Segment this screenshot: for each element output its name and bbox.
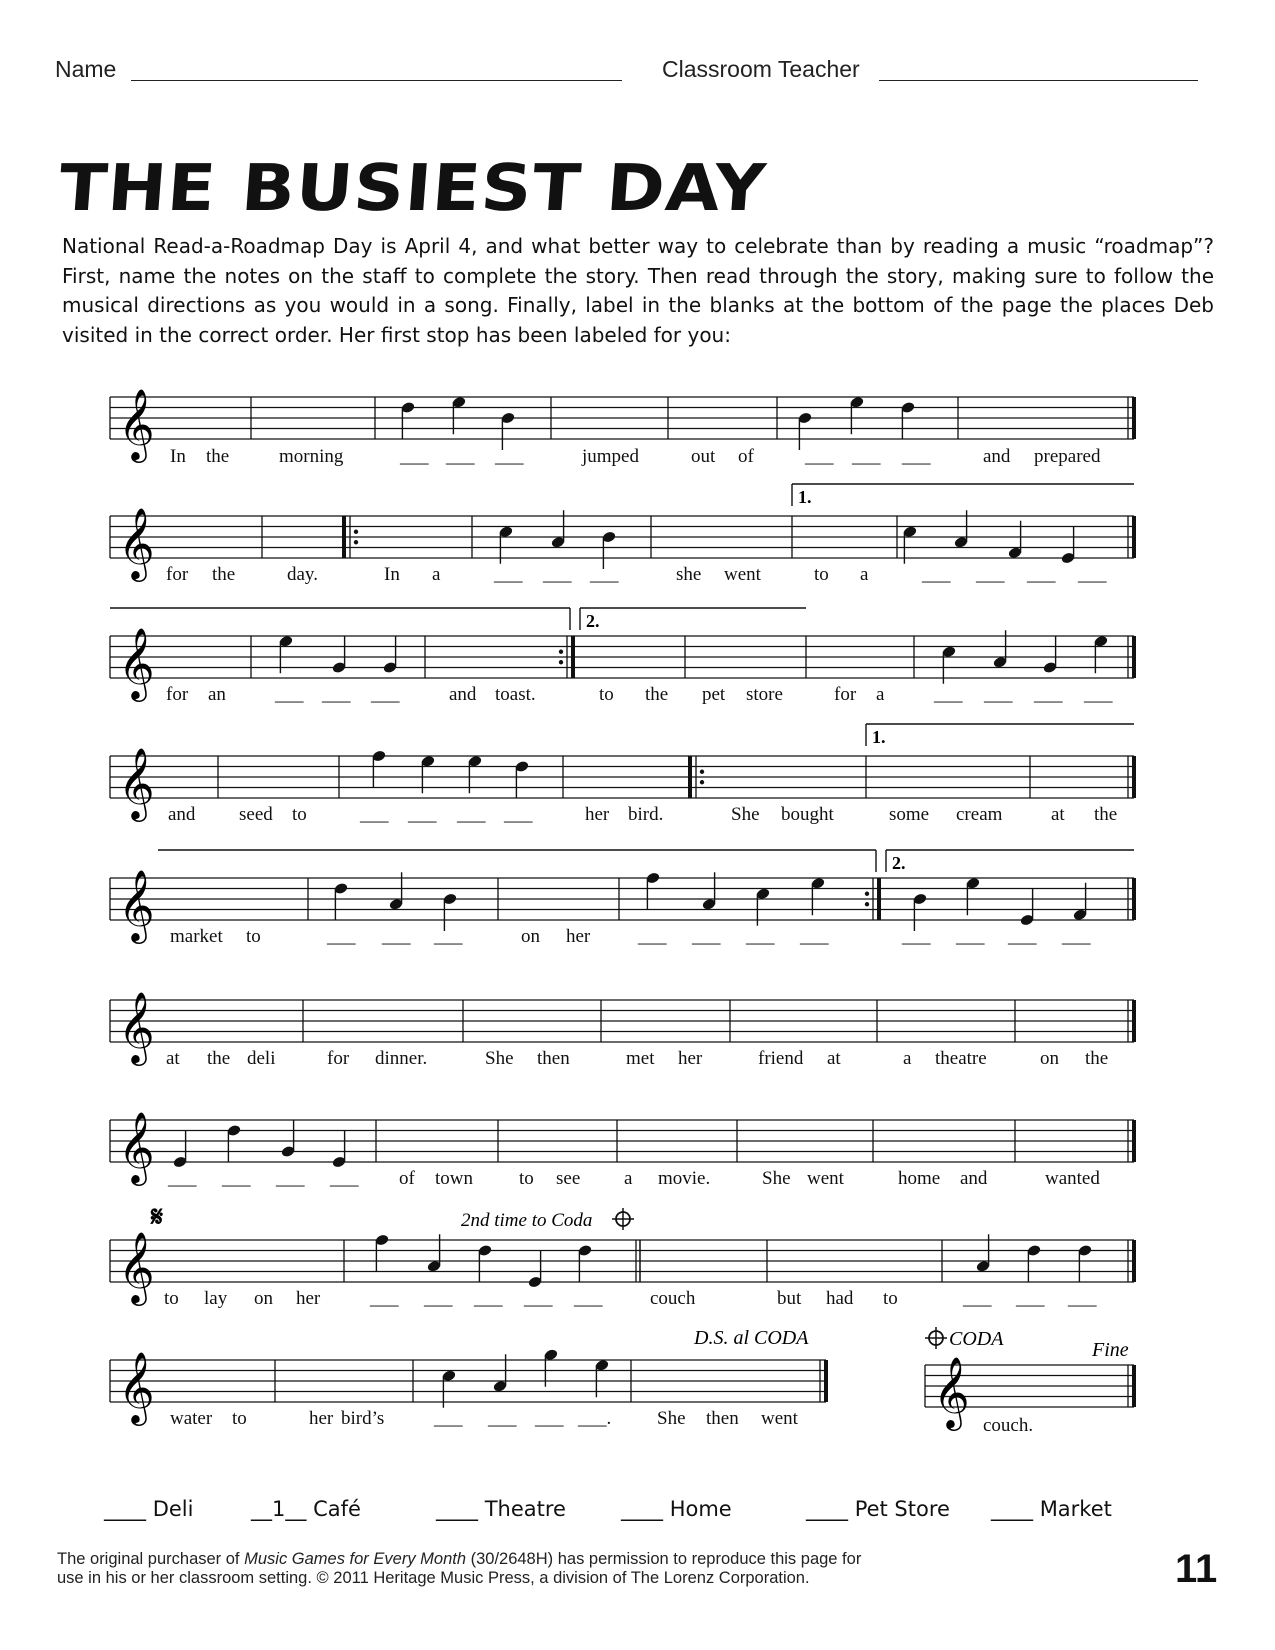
lyric-word: her [585, 804, 610, 825]
lyric-word: ___ [956, 926, 985, 947]
lyric-word: ___ [976, 564, 1005, 585]
lyric-word: she [676, 564, 702, 585]
lyric-word: to [232, 1408, 247, 1429]
lyric-word: ___ [322, 684, 351, 705]
lyric-word: ___ [488, 1408, 517, 1429]
page-title: THE BUSIEST DAY [56, 150, 769, 226]
lyric-word: ___ [222, 1168, 251, 1189]
lyric-word: for [327, 1048, 350, 1069]
ending-number: 1. [872, 727, 886, 747]
lyric-word: to [246, 926, 261, 947]
lyric-word: some [889, 804, 930, 825]
answer-label: Market [1039, 1497, 1112, 1521]
lyric-word: an [208, 684, 226, 705]
lyric-word: market [170, 926, 223, 947]
lyric-word: to [599, 684, 614, 705]
lyric-word: her [309, 1408, 334, 1429]
answer-label: Theatre [484, 1497, 566, 1521]
lyric-word: a [860, 564, 869, 585]
lyric-word: ___ [1062, 926, 1091, 947]
lyric-word: ___ [446, 446, 475, 467]
treble-clef: 𝄞 [118, 626, 155, 699]
lyric-word: day. [287, 564, 318, 585]
name-label: Name [55, 56, 117, 82]
lyric-word: at [1051, 804, 1065, 825]
answer-market[interactable] [991, 1497, 1112, 1521]
lyric-word: for [834, 684, 857, 705]
lyric-word: ___ [535, 1408, 564, 1429]
treble-clef: 𝄞 [118, 1230, 155, 1303]
footer-text: (30/2648H) has permission to reproduce this page for [466, 1550, 862, 1568]
lyric-word: the [206, 446, 230, 467]
lyric-word: ___ [400, 446, 429, 467]
lyric-word: ___ [408, 804, 437, 825]
lyric-word: ___ [168, 1168, 197, 1189]
lyric-word: ___ [1084, 684, 1113, 705]
lyric-word: ___ [424, 1288, 453, 1309]
lyric-word: She [485, 1048, 514, 1069]
lyric-word: ___ [692, 926, 721, 947]
lyric-word: and [960, 1168, 988, 1189]
lyric-word: her [296, 1288, 321, 1309]
lyric-word: bird. [628, 804, 664, 825]
lyric-word: went [761, 1408, 798, 1429]
teacher-label: Classroom Teacher [662, 56, 860, 82]
lyric-word: prepared [1034, 446, 1101, 467]
answer-blank[interactable]: __1__ [251, 1497, 307, 1521]
repeat-dot [559, 660, 563, 664]
answer-label: Pet Store [854, 1497, 950, 1521]
fine-mark: Fine [1092, 1339, 1129, 1361]
lyric-word: ___ [474, 1288, 503, 1309]
lyric-word: movie. [658, 1168, 711, 1189]
lyric-word: the [1094, 804, 1118, 825]
lyric-word: ___ [984, 684, 1013, 705]
footer-text: use in his or her classroom setting. © 2011 Heritage Music Press, a division of The Lorenz Corporation. [57, 1569, 810, 1587]
ending-number: 2. [892, 853, 906, 873]
lyric-word: ___ [434, 1408, 463, 1429]
lyric-word: see [556, 1168, 581, 1189]
lyric-word: ___ [524, 1288, 553, 1309]
lyric-word: wanted [1045, 1168, 1100, 1189]
intro-text: National Read-a-Roadmap Day is April 4, and what better way to celebrate than by reading a music “roadmap”? First, name the notes on the staff to complete the story. Then read through the story, making sure to follow the musical directions as you would in a song. Finally, label in the blanks at the bottom of the page the places Deb visited in the correct order. Her first stop has been labeled for you: [62, 234, 1214, 347]
treble-clef: 𝄞 [118, 1350, 155, 1423]
lyric-word: and [449, 684, 477, 705]
lyric-word: water [170, 1408, 213, 1429]
lyric-word: a [432, 564, 441, 585]
lyric-word: ___ [574, 1288, 603, 1309]
lyric-word: ___ [360, 804, 389, 825]
lyric-word: on [254, 1288, 273, 1309]
lyric-word: to [164, 1288, 179, 1309]
lyric-word: ___ [1078, 564, 1107, 585]
lyric-word: to [292, 804, 307, 825]
answer-blank[interactable]: ____ [621, 1497, 663, 1521]
lyric-word: ___ [543, 564, 572, 585]
lyric-word: jumped [582, 446, 639, 467]
lyric-word: ___ [590, 564, 619, 585]
lyric-word: lay [204, 1288, 228, 1309]
lyric-word: ___ [1008, 926, 1037, 947]
lyric-word: met [626, 1048, 655, 1069]
lyric-word: friend [758, 1048, 804, 1069]
lyric-word: In [384, 564, 400, 585]
lyric-word: the [212, 564, 236, 585]
ending-number: 1. [798, 487, 812, 507]
lyric-word: She [657, 1408, 686, 1429]
lyric-word: ___ [382, 926, 411, 947]
lyric-word: theatre [935, 1048, 987, 1069]
lyric-word: ___ [922, 564, 951, 585]
treble-clef: 𝄞 [118, 746, 155, 819]
lyric-word: town [435, 1168, 473, 1189]
lyric-word: She [762, 1168, 791, 1189]
lyric-word: ___ [746, 926, 775, 947]
lyric-word: ___ [276, 1168, 305, 1189]
lyric-word: ___. [578, 1408, 612, 1429]
treble-clef: 𝄞 [118, 506, 155, 579]
answer-blank[interactable]: ____ [436, 1497, 478, 1521]
treble-clef: 𝄞 [118, 1110, 155, 1183]
lyric-word: ___ [504, 804, 533, 825]
lyric-word: couch [650, 1288, 696, 1309]
coda-instruction: 2nd time to Coda [461, 1210, 593, 1231]
coda-label: CODA [949, 1328, 1004, 1350]
lyric-word: seed [239, 804, 273, 825]
lyric-word: to [883, 1288, 898, 1309]
lyric-word: had [826, 1288, 854, 1309]
answer-blank[interactable]: ____ [104, 1497, 146, 1521]
lyric-word: ___ [902, 926, 931, 947]
lyric-word: a [876, 684, 885, 705]
treble-clef: 𝄞 [118, 868, 155, 941]
lyric-word: ___ [1034, 684, 1063, 705]
copyright-footer [57, 1550, 861, 1588]
ds-al-coda: D.S. al CODA [694, 1327, 809, 1349]
lyric-word: store [746, 684, 783, 705]
lyric-word: a [903, 1048, 912, 1069]
lyric-word: to [519, 1168, 534, 1189]
lyric-word: ___ [371, 684, 400, 705]
lyric-word: went [807, 1168, 844, 1189]
lyric-word: ___ [330, 1168, 359, 1189]
repeat-dot [354, 530, 358, 534]
lyric-word: ___ [457, 804, 486, 825]
repeat-dot [700, 770, 704, 774]
lyric-word: ___ [327, 926, 356, 947]
lyric-word: ___ [1016, 1288, 1045, 1309]
lyric-word: but [777, 1288, 802, 1309]
lyric-word: She [731, 804, 760, 825]
lyric-word: then [537, 1048, 570, 1069]
page-number: 11 [1175, 1547, 1218, 1591]
lyric-word: and [168, 804, 196, 825]
repeat-dot [700, 780, 704, 784]
lyric-word: on [521, 926, 540, 947]
lyric-word: of [738, 446, 754, 467]
answer-label: Café [313, 1497, 361, 1521]
coda-lyric: couch. [983, 1415, 1034, 1436]
repeat-dot [865, 892, 869, 896]
lyric-word: ___ [852, 446, 881, 467]
footer-text: The original purchaser of [57, 1550, 245, 1568]
lyric-word: ___ [494, 564, 523, 585]
lyric-word: then [706, 1408, 739, 1429]
lyric-word: went [724, 564, 761, 585]
lyric-word: the [207, 1048, 231, 1069]
repeat-dot [559, 650, 563, 654]
lyric-word: ___ [370, 1288, 399, 1309]
lyric-word: ___ [1027, 564, 1056, 585]
lyric-word: In [170, 446, 186, 467]
answer-cafe[interactable] [251, 1497, 361, 1521]
lyric-word: bought [781, 804, 834, 825]
repeat-dot [354, 540, 358, 544]
treble-clef: 𝄞 [933, 1355, 970, 1428]
answer-blank[interactable]: ____ [806, 1497, 848, 1521]
lyric-word: deli [247, 1048, 276, 1069]
lyric-word: ___ [638, 926, 667, 947]
lyric-word: on [1040, 1048, 1059, 1069]
lyric-word: the [1085, 1048, 1109, 1069]
lyric-word: ___ [495, 446, 524, 467]
lyric-word: ___ [805, 446, 834, 467]
answer-home[interactable] [621, 1497, 732, 1521]
lyric-word: of [399, 1168, 415, 1189]
lyric-word: the [645, 684, 669, 705]
repeat-dot [865, 902, 869, 906]
lyric-word: ___ [275, 684, 304, 705]
lyric-word: ___ [434, 926, 463, 947]
lyric-word: at [827, 1048, 841, 1069]
lyric-word: her [566, 926, 591, 947]
answer-deli[interactable] [104, 1497, 193, 1521]
lyric-word: ___ [800, 926, 829, 947]
lyric-word: to [814, 564, 829, 585]
lyric-word: a [624, 1168, 633, 1189]
answer-label: Deli [152, 1497, 194, 1521]
lyric-word: pet [702, 684, 726, 705]
lyric-word: toast. [495, 684, 536, 705]
ending-number: 2. [586, 611, 600, 631]
lyric-word: ___ [902, 446, 931, 467]
lyric-word: home [898, 1168, 941, 1189]
lyric-word: out [691, 446, 716, 467]
lyric-word: at [166, 1048, 180, 1069]
segno-sign: 𝄋 [151, 1200, 164, 1233]
answer-blank[interactable]: ____ [991, 1497, 1033, 1521]
answer-theatre[interactable] [436, 1497, 566, 1521]
footer-book-title: Music Games for Every Month [244, 1550, 467, 1568]
lyric-word: for [166, 684, 189, 705]
lyric-word: and [983, 446, 1011, 467]
lyric-word: ___ [934, 684, 963, 705]
lyric-word: ___ [1068, 1288, 1097, 1309]
lyric-word: dinner. [375, 1048, 428, 1069]
lyric-word: cream [956, 804, 1003, 825]
treble-clef: 𝄞 [118, 990, 155, 1063]
treble-clef: 𝄞 [118, 387, 155, 460]
lyric-word: for [166, 564, 189, 585]
lyric-word: ___ [963, 1288, 992, 1309]
lyric-word: her [678, 1048, 703, 1069]
lyric-word: morning [279, 446, 344, 467]
answer-label: Home [669, 1497, 732, 1521]
answer-pet-store[interactable] [806, 1497, 950, 1521]
lyric-word: bird’s [341, 1408, 385, 1429]
